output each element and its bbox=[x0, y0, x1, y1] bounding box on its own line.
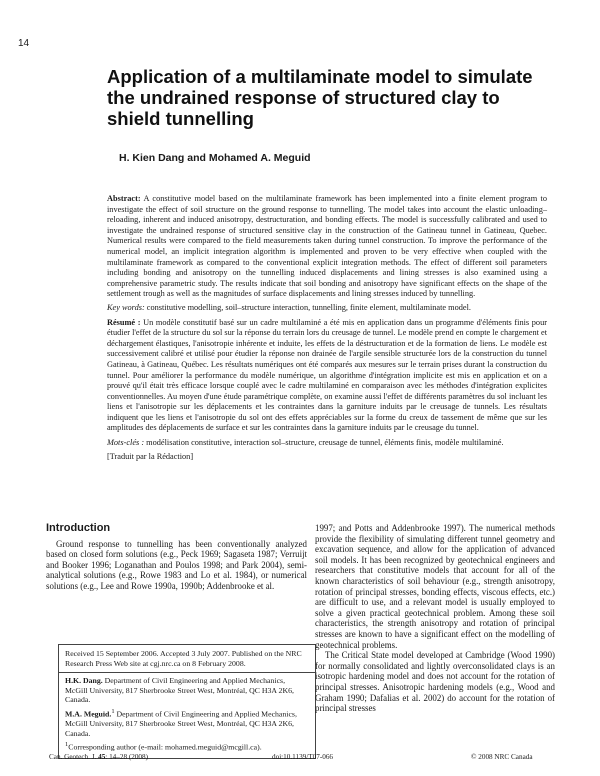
author2-affiliation bbox=[65, 707, 309, 738]
mots-cles-paragraph bbox=[107, 438, 547, 449]
article-title: Application of a multilaminate model to simulate the undrained response of structured clay to shield tunnelling bbox=[107, 66, 533, 129]
resume-paragraph bbox=[107, 318, 547, 435]
mots-cles-text: modélisation constitutive, interaction sol–structure, creusage de tunnel, éléments finis, modèle multilaminé. bbox=[144, 437, 504, 447]
info-divider bbox=[59, 672, 315, 673]
footer-copyright: © 2008 NRC Canada bbox=[471, 753, 533, 761]
introduction-paragraph: Ground response to tunnelling has been conventionally analyzed based on closed form solutions (e.g., Peck 1969; Sagaseta 1987; Verruijt and Booker 1996; Loganathan and Poulos 1998; and Park 2004), semi-analytical solutions (e.g., Rowe 1983 and Lo et al. 1984), or numerical solutions (e.g., Lee and Rowe 1990a, 1990b; Addenbrooke et al. bbox=[46, 538, 307, 591]
author2-name: M.A. Meguid. bbox=[65, 709, 112, 719]
article-info-box bbox=[58, 644, 316, 759]
corresponding-author bbox=[65, 740, 309, 752]
author1-name: H.K. Dang. bbox=[65, 676, 103, 686]
author1-affil-text: Department of Civil Engineering and Applied Mechanics, McGill University, 817 Sherbrooke Street West, Montréal, QC H3A 2K6, Canada. bbox=[65, 676, 294, 705]
author2-footnote-mark: 1 bbox=[111, 707, 115, 715]
right-paragraph-2: The Critical State model developed at Cambridge (Wood 1990) for normally consolidated and lightly overconsolidated clays is an isotropic hardening model and does not account for the rotation of principal stresses. Anisotropic hardening models (e.g., Wood and Graham 1990; Dafalias et al. 2002) do account for the rotation of principal stresses bbox=[315, 650, 555, 714]
introduction-heading: Introduction bbox=[46, 522, 111, 534]
keywords-text: constitutive modelling, soil–structure interaction, tunnelling, finite element, multilaminate model. bbox=[144, 303, 471, 313]
keywords-label: Key words: bbox=[107, 303, 145, 313]
footer-journal: Can. Geotech. J. bbox=[49, 753, 97, 761]
page-number: 14 bbox=[18, 38, 30, 49]
author1-affiliation bbox=[65, 676, 309, 705]
keywords-paragraph bbox=[107, 303, 547, 314]
author-list: H. Kien Dang and Mohamed A. Meguid bbox=[119, 152, 311, 164]
abstract-label: Abstract: bbox=[107, 194, 141, 203]
corresponding-text: Corresponding author (e-mail: mohamed.meguid@mcgill.ca). bbox=[68, 742, 262, 752]
resume-text: Un modèle constitutif basé sur un cadre multilaminé a été mis en application dans un programme d'éléments finis pour étudier l'effet de la structure du sol sur la réponse du terrain lors du creusage de tunnel. Le modèle prend en compte le chargement et déchargement élastiques, l'anisotropie inhérente et induite, les effets de la déstructuration et de la formation de liens. Le modèle est successivement calibré et utilisé pour étudier la réponse non drainée de l'argile sensible structurée lors de la construction du tunnel Gatineau, à Gatineau, Québec. Les résultats numériques ont été comparés aux mesures sur le terrain prises durant la construction du tunnel. Pour améliorer la performance du modèle numérique, un algorithme d'intégration implicite est mis en application et on a prouvé qu'il était très efficace lorsque couplé avec le cadre multilaminé en comparaison avec les méthodes d'intégration explicites conventionnelles. Au moyen d'une étude paramétrique complète, on examine aussi l'effet de différents paramètres du sol incluant les liens et l'anisotropie sur les déplacements et les contraintes dans la garniture induits par le creusage de tunnels. Les résultats indiquent que les liens et l'anisotropie du sol ont des effets appréciables sur la forme du creux de tassement de même que sur les amplitudes des déplacements de surface et sur les contraintes dans la garniture induits par le creusage du tunnel. bbox=[107, 317, 547, 433]
author2-affil-text: Department of Civil Engineering and Applied Mechanics, McGill University, 817 Sherbrooke Street West, Montréal, QC H3A 2K6, Canada. bbox=[65, 709, 297, 738]
abstract-block bbox=[107, 194, 547, 466]
footer-pages: : 14–28 (2008) bbox=[105, 753, 149, 761]
footer-citation bbox=[49, 753, 148, 761]
resume-label: Résumé : bbox=[107, 317, 141, 327]
left-column bbox=[46, 523, 307, 592]
abstract-text: A constitutive model based on the multilaminate framework has been implemented into a finite element program to investigate the effect of soil structure on the ground response to tunnelling. The model takes into account the elastic unloading–reloading, inherent and induced anisotropy, destructuration, and bonding effects. The model is successfully calibrated and used to investigate the undrained response of structured sensitive clay in the construction of the Gatineau tunnel in Gatineau, Quebec. Numerical results were compared to the field measurements taken during tunnel construction. To improve the performance of the numerical model, an implicit integration algorithm is implemented and proven to be very effective when coupled with the multilaminate framework as compared to the conventional explicit integration methods. The effect of different soil parameters including bonding and anisotropy on the tunnelling induced displacements and lining stresses is also examined using a comprehensive parametric study. The results indicate that soil bonding and anisotropy have significant effects on the shape of the settlement trough as well as the magnitudes of surface displacements and lining stresses induced by tunnelling. bbox=[107, 194, 547, 299]
corresponding-footnote-mark: 1 bbox=[65, 741, 69, 749]
right-column bbox=[315, 523, 555, 714]
right-paragraph-1: 1997; and Potts and Addenbrooke 1997). The numerical methods provide the flexibility of simulating different tunnel geometry and excavation sequence, and allow for the application of advanced soil models. It has been recognized by geotechnical engineers and researchers that constitutive models that account for all of the known characteristics of soil behaviour (e.g., strength anisotropy, rotation of principal stresses, bonding effects, viscous effects, etc.) are difficult to use, and a relevant model is usually employed to solve a given practical geotechnical problem. Among these soil characteristics, the strength anisotropy and rotation of principal stresses are known to have a significant effect on the modelling of geotechnical problems. bbox=[315, 523, 555, 650]
abstract-paragraph bbox=[107, 194, 547, 300]
translation-note: [Traduit par la Rédaction] bbox=[107, 451, 194, 461]
received-note: Received 15 September 2006. Accepted 3 July 2007. Published on the NRC Research Press Web site at cgj.nrc.ca on 8 February 2008. bbox=[65, 649, 302, 668]
footer-doi: doi:10.1139/T07-066 bbox=[272, 753, 334, 761]
mots-cles-label: Mots-clés : bbox=[107, 437, 145, 447]
footer-volume: 45 bbox=[98, 753, 106, 761]
